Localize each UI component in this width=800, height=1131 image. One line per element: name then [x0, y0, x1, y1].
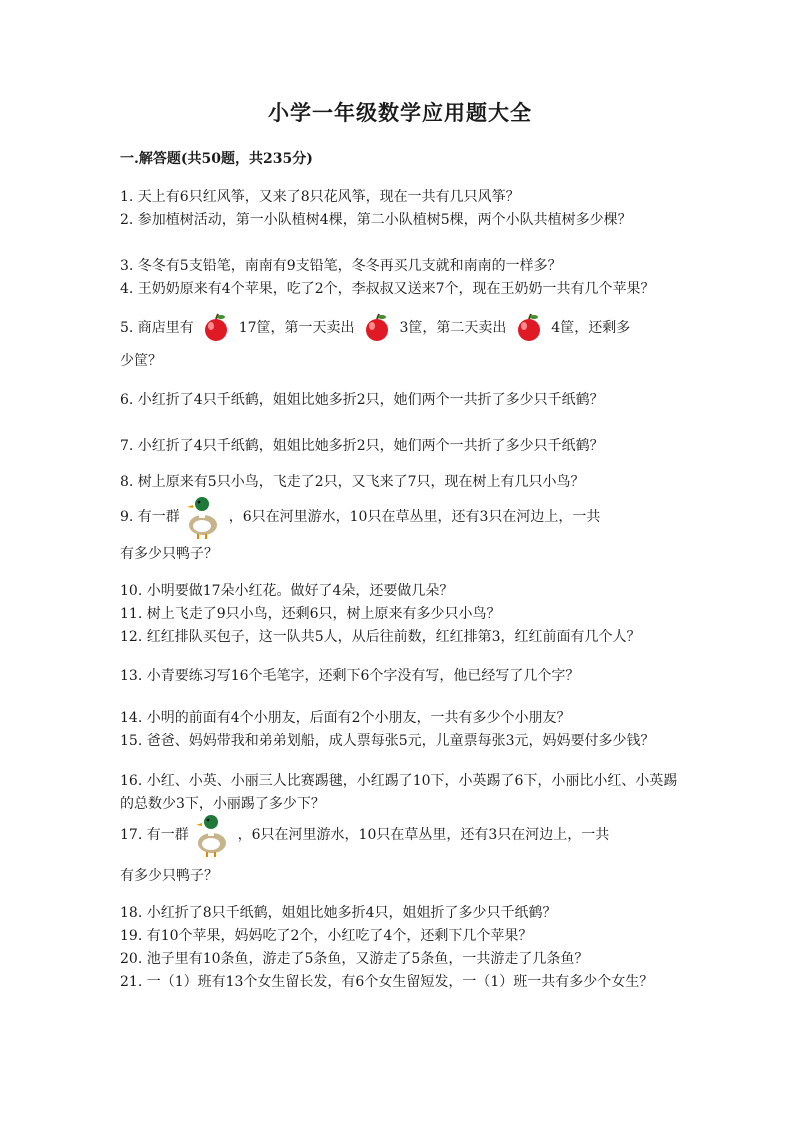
question-10: 10. 小明要做17朵小红花。做好了4朵，还要做几朵？: [120, 583, 454, 599]
question-4: 4. 王奶奶原来有4个苹果，吃了2个，李叔叔又送来7个，现在王奶奶一共有几个苹果？: [120, 281, 655, 297]
section-heading: 一.解答题(共50题，共235分): [120, 151, 313, 167]
question-21: 21. 一（1）班有13个女生留长发，有6个女生留短发，一（1）班一共有多少个女生？: [120, 974, 654, 990]
question-17-cont: 有多少只鸭子？: [120, 868, 218, 884]
question-14: 14. 小明的前面有4个小朋友，后面有2个小朋友，一共有多少个小朋友？: [120, 710, 571, 726]
question-9: [120, 494, 680, 540]
apple-basket-icon: [513, 312, 545, 344]
question-5-part-c: 3筐，第二天卖出: [399, 320, 507, 336]
question-9-part-b: ，6只在河里游水，10只在草丛里，还有3只在河边上，一共: [228, 509, 601, 525]
question-6: 6. 小红折了4只千纸鹤，姐姐比她多折2只，她们两个一共折了多少只千纸鹤？: [120, 392, 604, 408]
question-17-part-a: 17. 有一群: [120, 827, 189, 843]
duck-icon: [186, 494, 222, 540]
question-3: 3. 冬冬有5支铅笔，南南有9支铅笔，冬冬再买几支就和南南的一样多？: [120, 258, 562, 274]
duck-icon: [195, 812, 231, 858]
question-5-cont: 少筐？: [120, 353, 162, 369]
question-9-part-a: 9. 有一群: [120, 509, 180, 525]
question-7: 7. 小红折了4只千纸鹤，姐姐比她多折2只，她们两个一共折了多少只千纸鹤？: [120, 438, 604, 454]
question-16: 16. 小红、小英、小丽三人比赛踢毽，小红踢了10下，小英踢了6下，小丽比小红、小英踢的总数少3下，小丽踢了多少下？: [120, 773, 678, 812]
question-1: 1. 天上有6只红风筝，又来了8只花风筝，现在一共有几只风筝？: [120, 189, 520, 205]
question-15: 15. 爸爸、妈妈带我和弟弟划船，成人票每张5元，儿童票每张3元，妈妈要付多少钱？: [120, 733, 655, 749]
question-13: 13. 小青要练习写16个毛笔字，还剩下6个字没有写，他已经写了几个字？: [120, 668, 580, 684]
question-17: [120, 812, 680, 858]
question-17-part-b: ，6只在河里游水，10只在草丛里，还有3只在河边上，一共: [237, 827, 610, 843]
question-8: 8. 树上原来有5只小鸟，飞走了2只，又飞来了7只，现在树上有几只小鸟？: [120, 474, 585, 490]
question-5-part-a: 5. 商店里有: [120, 320, 194, 336]
question-2: 2. 参加植树活动，第一小队植树4棵，第二小队植树5棵，两个小队共植树多少棵？: [120, 212, 632, 228]
question-5-part-d: 4筐，还剩多: [551, 320, 631, 336]
question-18: 18. 小红折了8只千纸鹤，姐姐比她多折4只，姐姐折了多少只千纸鹤？: [120, 905, 557, 921]
page-title: 小学一年级数学应用题大全: [268, 100, 532, 125]
question-12: 12. 红红排队买包子，这一队共5人，从后往前数，红红排第3，红红前面有几个人？: [120, 629, 641, 645]
apple-basket-icon: [361, 312, 393, 344]
question-5-part-b: 17筐，第一天卖出: [238, 320, 355, 336]
question-19: 19. 有10个苹果，妈妈吃了2个，小红吃了4个，还剩下几个苹果？: [120, 928, 533, 944]
question-20: 20. 池子里有10条鱼，游走了5条鱼，又游走了5条鱼，一共游走了几条鱼？: [120, 951, 589, 967]
question-9-cont: 有多少只鸭子？: [120, 546, 218, 562]
apple-basket-icon: [200, 312, 232, 344]
question-5: [120, 312, 680, 344]
question-11: 11. 树上飞走了9只小鸟，还剩6只，树上原来有多少只小鸟？: [120, 606, 501, 622]
